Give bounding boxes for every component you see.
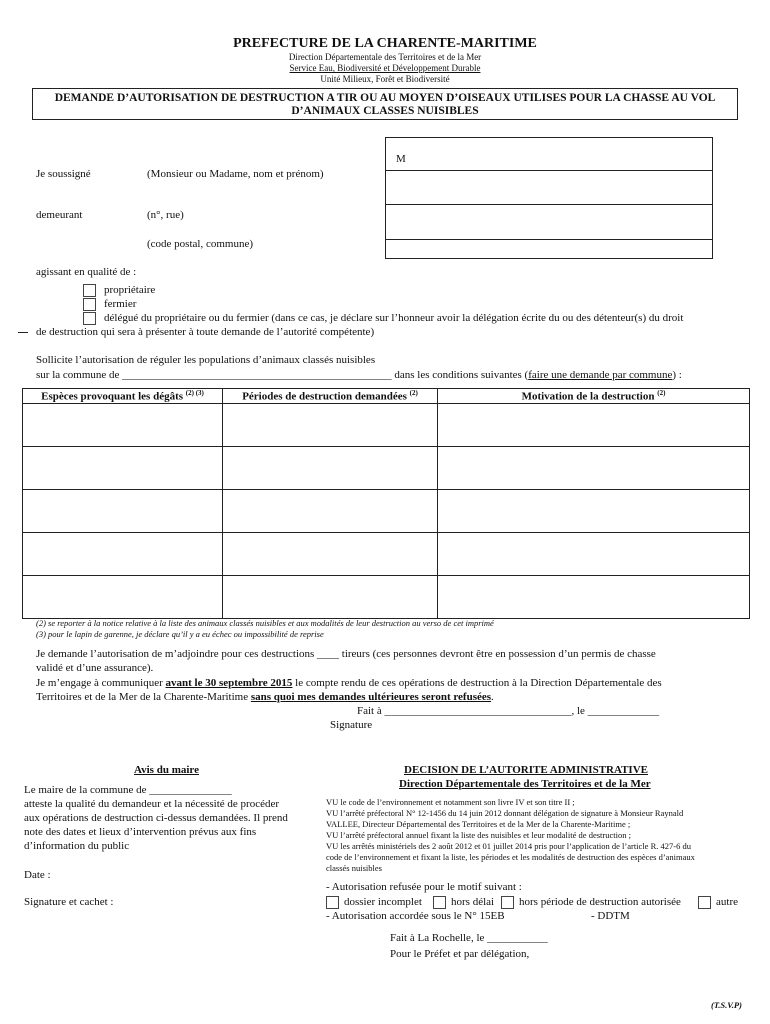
proprietaire-checkbox[interactable] <box>83 284 96 297</box>
table-cell[interactable] <box>223 533 438 576</box>
maire-line4: note des dates et lieux d’intervention prévus aux fins <box>24 826 257 838</box>
footnote-3: (3) pour le lapin de garenne, je déclare qu’il y a eu échec ou impossibilité de reprise <box>36 629 324 639</box>
demeurant-label: demeurant <box>36 209 83 221</box>
fermier-checkbox[interactable] <box>83 298 96 311</box>
vu-line4c: classés nuisibles <box>326 863 382 873</box>
maire-title: Avis du maire <box>134 764 199 776</box>
delegue-label-line2: de destruction qui sera à présenter à toute demande de l’autorité compétente) <box>36 326 375 338</box>
demand-title-line2: D’ANIMAUX CLASSES NUISIBLES <box>291 105 479 117</box>
col-header-periodes: Périodes de destruction demandées $^{(2)}$ <box>223 389 438 404</box>
table-row <box>23 533 750 576</box>
hors-periode-label: hors période de destruction autorisée <box>519 896 681 908</box>
capacity-label: agissant en qualité de : <box>36 266 137 278</box>
name-field[interactable] <box>386 172 712 202</box>
table-cell[interactable] <box>438 447 750 490</box>
table-cell[interactable] <box>23 490 223 533</box>
table-cell[interactable] <box>223 404 438 447</box>
city-hint: (code postal, commune) <box>147 238 253 250</box>
table-row <box>23 447 750 490</box>
hors-delai-checkbox[interactable] <box>433 896 446 909</box>
maire-line1: Le maire de la commune de _______________ <box>24 784 232 796</box>
request-line2 <box>36 369 682 381</box>
maire-line5: d’information du public <box>24 840 130 852</box>
autre-label: autre <box>716 896 738 908</box>
city-field[interactable] <box>386 241 712 258</box>
margin-dash <box>18 332 28 333</box>
adjoindre-line2: validé et d’une assurance). <box>36 662 154 674</box>
table-cell[interactable] <box>438 404 750 447</box>
vu-line2b: VALLEE, Directeur Départemental des Territoires et de la Mer de la Charente-Maritime ; <box>326 819 631 829</box>
vu-line4: VU les arrêtés ministériels des 2 août 2012 et 01 juillet 2014 pris pour l’application de l’article R. 427-6 du <box>326 841 691 851</box>
fermier-label: fermier <box>104 298 137 310</box>
decision-subtitle: Direction Départementale des Territoires et de la Mer <box>399 778 651 790</box>
proprietaire-label: propriétaire <box>104 284 156 296</box>
header-unit: Unité Milieux, Forêt et Biodiversité <box>320 74 450 84</box>
table-cell[interactable] <box>23 533 223 576</box>
dossier-incomplet-label: dossier incomplet <box>344 896 422 908</box>
soussigne-label: Je soussigné <box>36 168 91 180</box>
table-cell[interactable] <box>223 447 438 490</box>
tsvp-label: (T.S.V.P) <box>711 1000 742 1010</box>
header-service: Service Eau, Biodiversité et Développement Durable <box>289 63 481 73</box>
table-cell[interactable] <box>23 404 223 447</box>
table-header-row <box>23 389 750 404</box>
table-cell[interactable] <box>223 490 438 533</box>
maire-line3: aux opérations de destruction ci-dessus demandées. Il prend <box>24 812 288 824</box>
vu-line1: VU le code de l’environnement et notamment son livre IV et son titre II ; <box>326 797 575 807</box>
footnote-2: (2) se reporter à la notice relative à la liste des animaux classés nuisibles et aux modalités de leur destruction au verso de cet imprimé <box>36 618 494 628</box>
request-line2-underlined: faire une demande par commune <box>528 369 673 381</box>
dossier-incomplet-checkbox[interactable] <box>326 896 339 909</box>
address-hint: (n°, rue) <box>147 209 184 221</box>
decision-pour: Pour le Préfet et par délégation, <box>390 948 530 960</box>
engagement-line1: Je m’engage à communiquer avant le 30 septembre 2015 le compte rendu de ces opérations de destruction à la Direction Départementale des <box>36 677 662 689</box>
demand-title-line1: DEMANDE D’AUTORISATION DE DESTRUCTION A TIR OU AU MOYEN D’OISEAUX UTILISES POUR LA CHASSE AU VOL <box>54 92 716 104</box>
table-cell[interactable] <box>438 490 750 533</box>
identity-box <box>385 137 713 259</box>
fait-a-line[interactable]: Fait à __________________________________, le _____________ <box>357 705 660 717</box>
hors-delai-label: hors délai <box>451 896 495 908</box>
request-line1: Sollicite l’autorisation de réguler les populations d’animaux classés nuisibles <box>36 354 376 366</box>
table-cell[interactable] <box>438 533 750 576</box>
vu-line3: VU l’arrêté préfectoral annuel fixant la liste des nuisibles et leur modalité de destruction ; <box>326 830 631 840</box>
table-cell[interactable] <box>223 576 438 619</box>
hors-periode-checkbox[interactable] <box>501 896 514 909</box>
delegue-checkbox[interactable] <box>83 312 96 325</box>
request-line2-a: sur la commune de _________________________________________________ dans les conditions suivantes ( <box>36 369 529 381</box>
refusal-warning: sans quoi mes demandes ultérieures seront refusées <box>250 691 492 703</box>
table-cell[interactable] <box>23 576 223 619</box>
maire-date: Date : <box>24 869 51 881</box>
table-cell[interactable] <box>23 447 223 490</box>
autre-checkbox[interactable] <box>698 896 711 909</box>
street-field[interactable] <box>386 206 712 237</box>
delegue-label-line1: délégué du propriétaire ou du fermier (dans ce cas, je déclare sur l’honneur avoir la délégation écrite du ou des détenteur(s) du droit <box>104 312 684 324</box>
m-prefix: M <box>396 153 406 165</box>
soussigne-hint: (Monsieur ou Madame, nom et prénom) <box>147 168 324 180</box>
adjoindre-line1: Je demande l’autorisation de m’adjoindre pour ces destructions ____ tireurs (ces personnes devront être en possession d’un permis de chasse <box>36 648 656 660</box>
col-header-motivation: Motivation de la destruction $^{(2)}$ <box>438 389 750 404</box>
table-row <box>23 490 750 533</box>
vu-line2: VU l’arrêté préfectoral N° 12-1456 du 14 juin 2012 donnant délégation de signature à Monsieur Raynald <box>326 808 684 818</box>
table-row <box>23 576 750 619</box>
engagement-line2: Territoires et de la Mer de la Charente-Maritime sans quoi mes demandes ultérieures seront refusées. <box>36 691 494 703</box>
maire-signature: Signature et cachet : <box>24 896 114 908</box>
decision-title: DECISION DE L’AUTORITE ADMINISTRATIVE <box>404 764 648 776</box>
demand-title-box <box>32 88 738 120</box>
col-header-especes: Espèces provoquant les dégâts $^{(2) (3)}$ <box>23 389 223 404</box>
signature-label: Signature <box>330 719 373 731</box>
vu-line4b: code de l’environnement et fixant la liste, les périodes et les modalités de destruction des espèces d’animaux <box>326 852 695 862</box>
table-cell[interactable] <box>438 576 750 619</box>
maire-line2: atteste la qualité du demandeur et la nécessité de procéder <box>24 798 280 810</box>
refus-label: - Autorisation refusée pour le motif suivant : <box>326 881 522 893</box>
decision-fait: Fait à La Rochelle, le ___________ <box>390 932 548 944</box>
deadline-text: avant le 30 septembre 2015 <box>165 677 293 689</box>
header-direction: Direction Départementale des Territoires et de la Mer <box>288 52 482 62</box>
request-line2-b: ) : <box>672 369 682 381</box>
accord-label: - Autorisation accordée sous le N° 15EB <box>326 910 505 922</box>
table-row <box>23 404 750 447</box>
ddtm-label: - DDTM <box>591 910 630 922</box>
destruction-table <box>22 388 750 619</box>
prefecture-title: PREFECTURE DE LA CHARENTE-MARITIME <box>233 36 537 51</box>
